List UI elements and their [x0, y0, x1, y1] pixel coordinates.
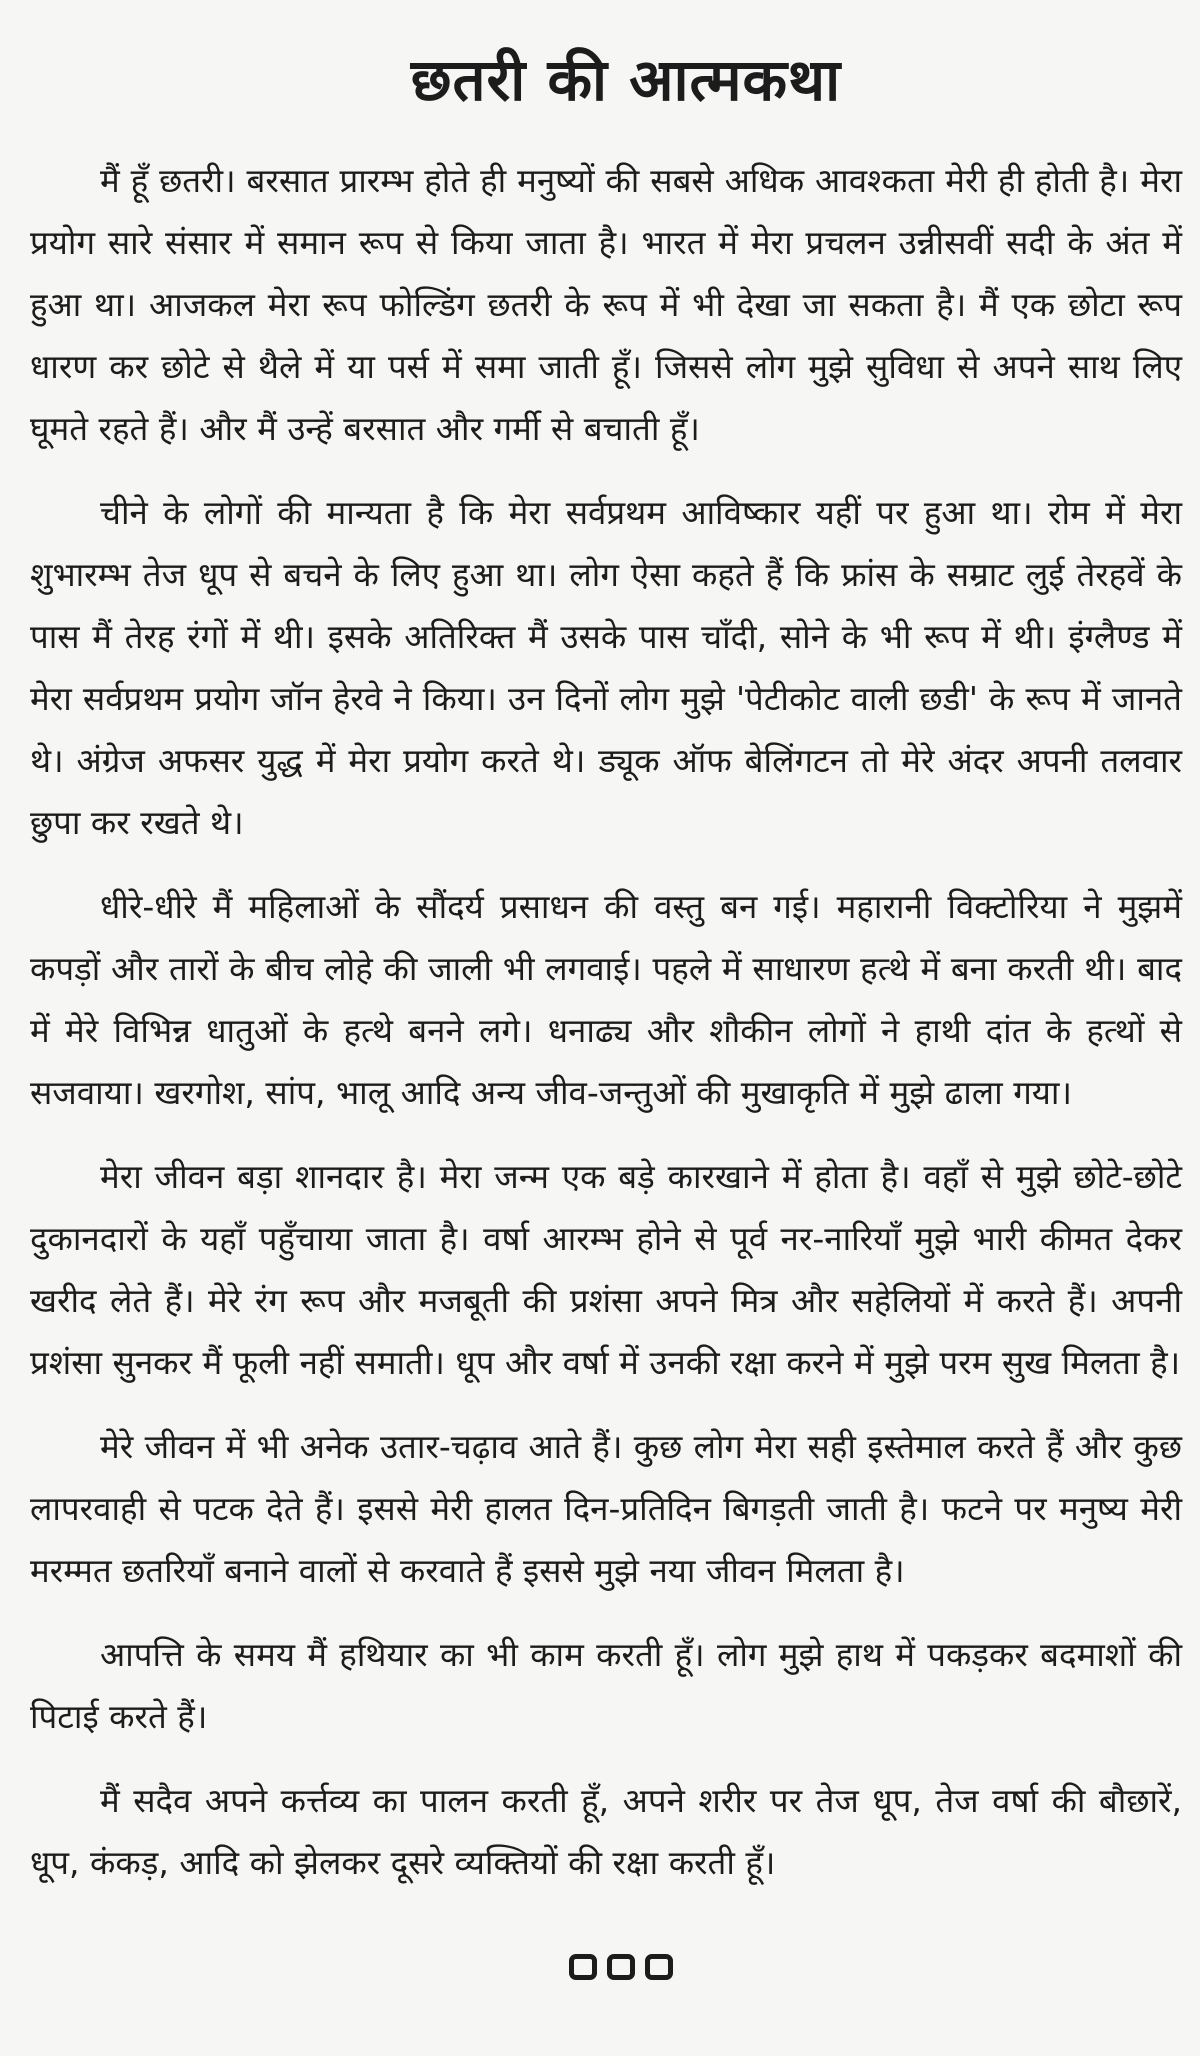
- paragraph-4: मेरा जीवन बड़ा शानदार है। मेरा जन्म एक बड़े कारखाने में होता है। वहाँ से मुझे छोटे-छोटे दुकानदारों के यहाँ पहुँचाया जाता है। वर्षा आरम्भ होने से पूर्व नर-नारियाँ मुझे भारी कीमत देकर खरीद लेते हैं। मेरे रंग रूप और मजबूती की प्रशंसा अपने मित्र और सहेलियों में करते हैं। अपनी प्रशंसा सुनकर मैं फूली नहीं समाती। धूप और वर्षा में उनकी रक्षा करने में मुझे परम सुख मिलता है।: [30, 1156, 1182, 1382]
- page-title: छतरी की आत्मकथा: [410, 46, 842, 114]
- end-box-icon: [569, 1954, 597, 1980]
- paragraph-7: मैं सदैव अपने कर्त्तव्य का पालन करती हूँ, अपने शरीर पर तेज धूप, तेज वर्षा की बौछारें, धूप, कंकड़, आदि को झेलकर दूसरे व्यक्तियों की रक्षा करती हूँ।: [30, 1780, 1182, 1882]
- paragraph-5: मेरे जीवन में भी अनेक उतार-चढ़ाव आते हैं। कुछ लोग मेरा सही इस्तेमाल करते हैं और कुछ लापरवाही से पटक देते हैं। इससे मेरी हालत दिन-प्रतिदिन बिगड़ती जाती है। फटने पर मनुष्य मेरी मरम्मत छतरियाँ बनाने वालों से करवाते हैं इससे मुझे नया जीवन मिलता है।: [30, 1426, 1182, 1590]
- paragraph-6: आपत्ति के समय मैं हथियार का भी काम करती हूँ। लोग मुझे हाथ में पकड़कर बदमाशों की पिटाई करते हैं।: [30, 1634, 1182, 1736]
- paragraph-1: मैं हूँ छतरी। बरसात प्रारम्भ होते ही मनुष्यों की सबसे अधिक आवश्कता मेरी ही होती है। मेरा प्रयोग सारे संसार में समान रूप से किया जाता है। भारत में मेरा प्रचलन उन्नीसवीं सदी के अंत में हुआ था। आजकल मेरा रूप फोल्डिंग छतरी के रूप में भी देखा जा सकता है। मैं एक छोटा रूप धारण कर छोटे से थैले में या पर्स में समा जाती हूँ। जिससे लोग मुझे सुविधा से अपने साथ लिए घूमते रहते हैं। और मैं उन्हें बरसात और गर्मी से बचाती हूँ।: [30, 160, 1182, 448]
- end-box-icon: [645, 1954, 673, 1980]
- paragraph-3: धीरे-धीरे मैं महिलाओं के सौंदर्य प्रसाधन की वस्तु बन गई। महारानी विक्टोरिया ने मुझमें कपड़ों और तारों के बीच लोहे की जाली भी लगवाई। पहले में साधारण हत्थे में बना करती थी। बाद में मेरे विभिन्न धातुओं के हत्थे बनने लगे। धनाढ्य और शौकीन लोगों ने हाथी दांत के हत्थों से सजवाया। खरगोश, सांप, भालू आदि अन्य जीव-जन्तुओं की मुखाकृति में मुझे ढाला गया।: [30, 886, 1182, 1112]
- end-of-text-marks: [30, 1954, 1182, 1980]
- paragraph-2: चीने के लोगों की मान्यता है कि मेरा सर्वप्रथम आविष्कार यहीं पर हुआ था। रोम में मेरा शुभारम्भ तेज धूप से बचने के लिए हुआ था। लोग ऐसा कहते हैं कि फ्रांस के सम्राट लुई तेरहवें के पास मैं तेरह रंगों में थी। इसके अतिरिक्त मैं उसके पास चाँदी, सोने के भी रूप में थी। इंग्लैण्ड में मेरा सर्वप्रथम प्रयोग जॉन हेरवे ने किया। उन दिनों लोग मुझे 'पेटीकोट वाली छडी' के रूप में जानते थे। अंग्रेज अफसर युद्ध में मेरा प्रयोग करते थे। ड्यूक ऑफ बेलिंगटन तो मेरे अंदर अपनी तलवार छुपा कर रखते थे।: [30, 492, 1182, 842]
- end-box-icon: [607, 1954, 635, 1980]
